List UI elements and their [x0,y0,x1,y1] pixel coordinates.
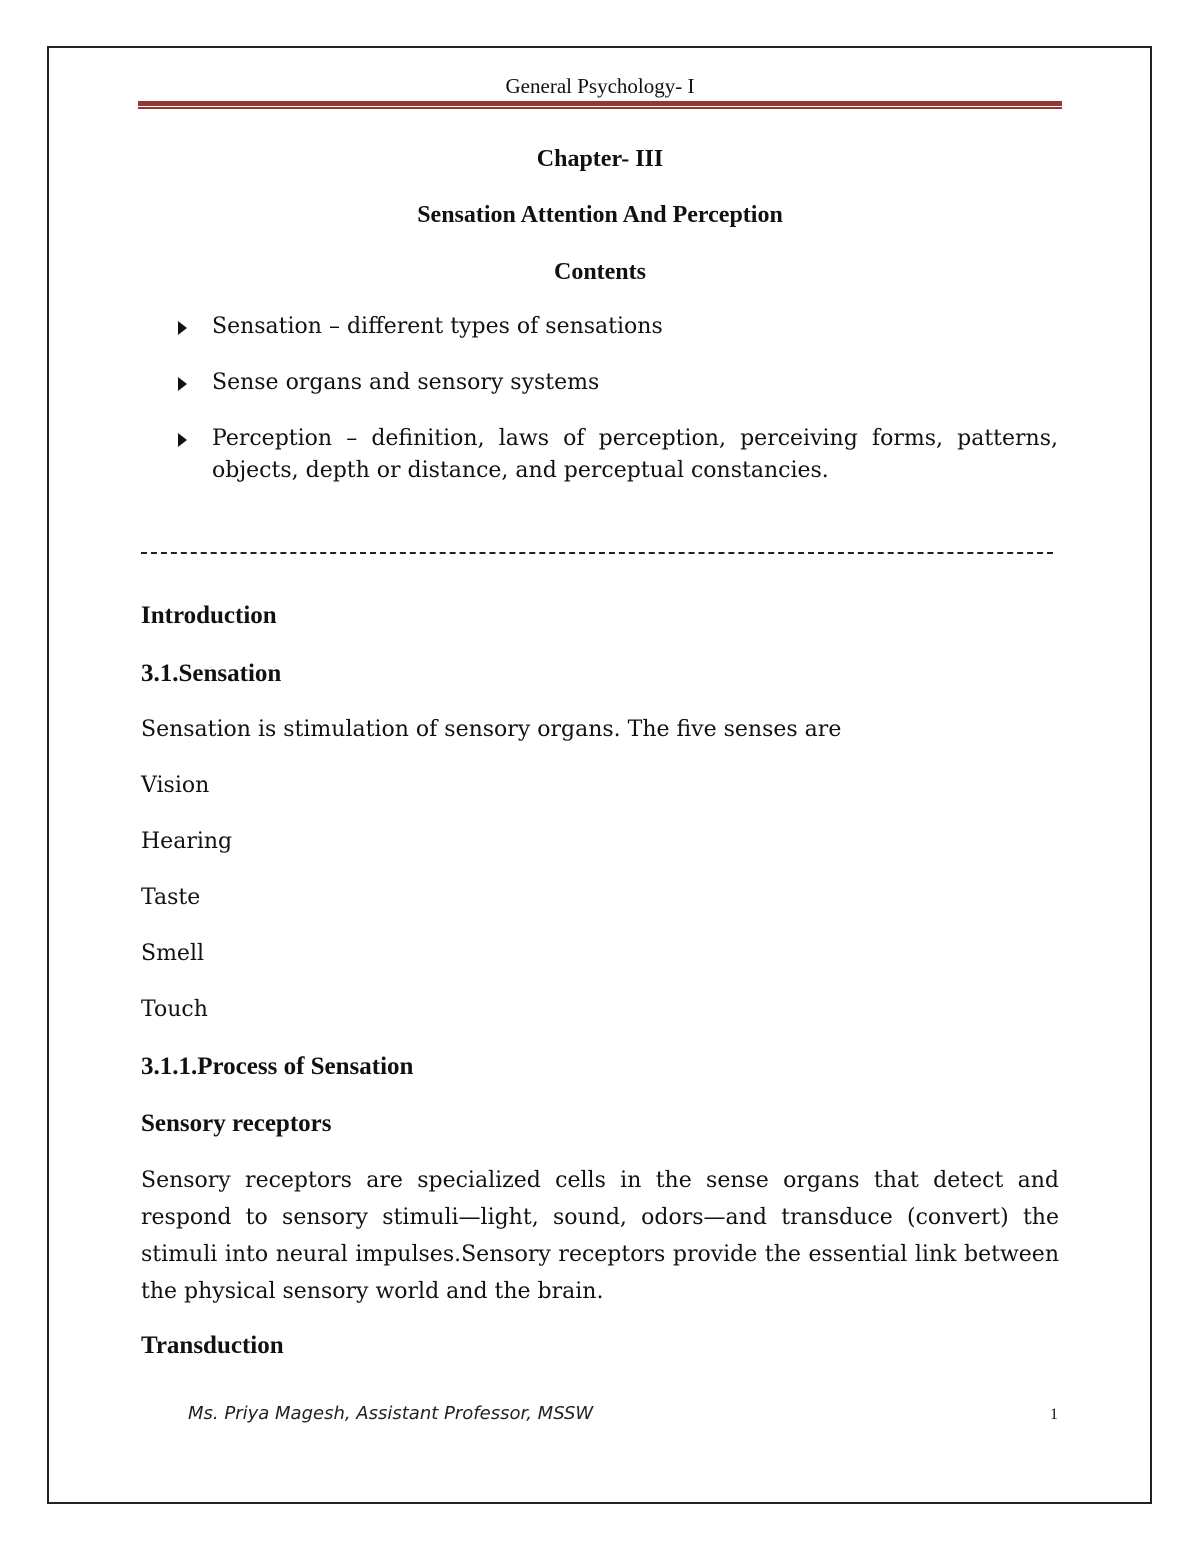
section-intro: Sensation is stimulation of sensory organs. The five senses are [141,717,842,742]
header-rule-thick [138,101,1062,106]
triangle-bullet-icon [178,321,187,335]
section-heading: 3.1.Sensation [141,660,282,687]
chapter-number: Chapter- III [536,146,664,172]
sense-item-hearing: Hearing [141,829,233,854]
receptors-paragraph: Sensory receptors are specialized cells in the sense organs that detect and respond to sensory stimuli—light, sound, odors—and transduce (convert) the stimuli into neural impulses.Sensory receptors provide the essential link between the physical sensory world and the brain. [141,1168,1059,1304]
contents-item-text: Sensation – different types of sensations [212,314,663,339]
introduction-heading: Introduction [141,602,277,629]
triangle-bullet-icon [178,377,187,391]
contents-item [178,367,1058,399]
dashed-divider [141,552,1053,554]
contents-item [178,423,1058,487]
subsection-heading: 3.1.1.Process of Sensation [141,1053,414,1080]
sense-item-smell: Smell [141,941,205,966]
sense-item-taste: Taste [141,885,201,910]
transduction-heading: Transduction [141,1332,284,1359]
contents-item-text: Perception – definition, laws of perception, perceiving forms, patterns, objects, depth or distance, and perceptual constancies. [212,426,1058,483]
chapter-title: Sensation Attention And Perception [417,202,783,228]
running-header: General Psychology- I [505,74,695,98]
page-number: 1 [1050,1406,1058,1423]
triangle-bullet-icon [178,433,187,447]
contents-list [178,311,1058,511]
sense-item-touch: Touch [141,997,208,1022]
contents-heading: Contents [553,259,646,285]
sense-item-vision: Vision [141,773,210,798]
contents-item [178,311,1058,343]
footer-author: Ms. Priya Magesh, Assistant Professor, MSSW [188,1403,594,1424]
header-rule-thin [138,107,1062,109]
contents-item-text: Sense organs and sensory systems [212,370,600,395]
receptors-heading: Sensory receptors [141,1110,332,1137]
